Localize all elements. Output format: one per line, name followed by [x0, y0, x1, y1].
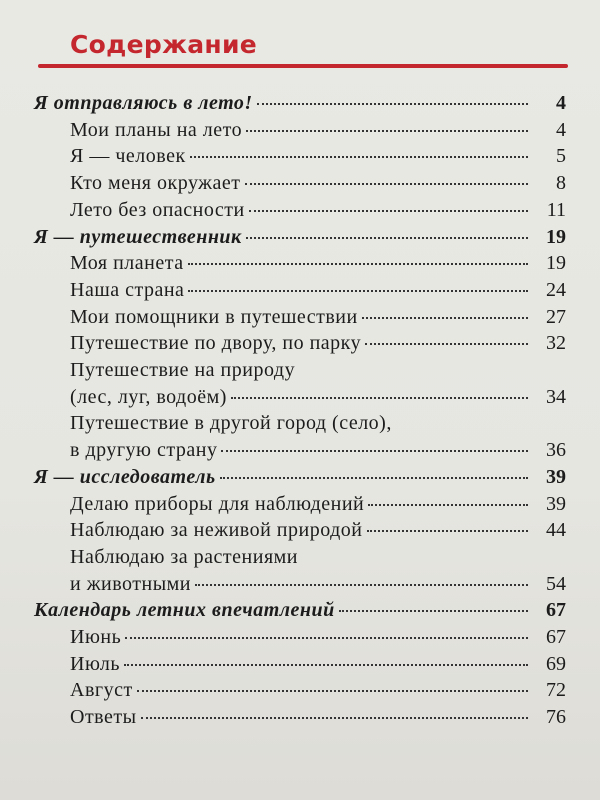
dot-leader — [365, 343, 528, 345]
dot-leader — [137, 690, 528, 692]
toc-page-number: 5 — [556, 145, 566, 168]
toc-entry-line — [70, 493, 532, 516]
toc-entry-line — [70, 412, 392, 435]
dot-leader — [362, 317, 528, 319]
toc-entry-title: в другую страну — [70, 439, 218, 462]
dot-leader — [257, 103, 528, 105]
toc-page-number: 76 — [546, 706, 566, 729]
toc-entry-title: Календарь летних впечатлений — [34, 599, 335, 622]
toc-page-number: 4 — [556, 118, 566, 141]
toc-entry-title: Путешествие в другой город (село), — [70, 412, 392, 435]
toc-entry — [0, 519, 600, 545]
dot-leader — [339, 610, 528, 612]
toc-entry-line — [70, 386, 532, 409]
dot-leader — [125, 637, 528, 639]
toc-page-number: 4 — [556, 92, 566, 114]
page-title: Содержание — [70, 30, 258, 59]
toc-section — [0, 92, 600, 118]
toc-entry-line — [34, 226, 532, 249]
toc-page-number: 44 — [546, 519, 566, 542]
toc-section — [0, 599, 600, 625]
toc-page-number: 54 — [546, 572, 566, 595]
toc-entry-title: Путешествие по двору, по парку — [70, 332, 362, 355]
toc-entry-title: Кто меня окружает — [70, 172, 241, 195]
toc-entry — [0, 412, 600, 438]
toc-entry — [0, 493, 600, 519]
toc-entry-title: Июль — [70, 652, 120, 675]
toc-entry-line — [70, 653, 532, 676]
toc-page-number: 19 — [546, 225, 566, 248]
toc-entry-line — [70, 252, 532, 275]
toc-entry — [0, 439, 600, 465]
toc-entry — [0, 199, 600, 225]
dot-leader — [246, 237, 528, 239]
toc-entry-line — [34, 466, 532, 489]
dot-leader — [245, 183, 529, 185]
toc-entry-line — [70, 199, 532, 222]
toc-page-number: 11 — [546, 198, 566, 221]
toc-entry-line — [70, 359, 295, 382]
toc-page-number: 8 — [556, 172, 566, 195]
toc-entry-title: Моя планета — [70, 252, 184, 275]
toc-entry-title: (лес, луг, водоём) — [70, 385, 227, 408]
toc-entry-title: Лето без опасности — [70, 198, 245, 221]
toc-entry — [0, 306, 600, 332]
title-divider — [38, 64, 568, 68]
toc-entry — [0, 626, 600, 652]
toc-page-number: 32 — [546, 332, 566, 355]
toc-entry — [0, 252, 600, 278]
toc-entry — [0, 279, 600, 305]
toc-entry-title: Я отправляюсь в лето! — [34, 92, 253, 114]
toc-entry-title: Делаю приборы для наблюдений — [70, 492, 365, 515]
toc-entry-title: Наблюдаю за неживой природой — [70, 519, 363, 542]
dot-leader — [249, 210, 528, 212]
toc-entry-title: Я — человек — [70, 145, 186, 168]
toc-entry-title: Путешествие на природу — [70, 359, 296, 381]
toc-entry-line — [70, 172, 532, 195]
toc-entry — [0, 172, 600, 198]
toc-entry — [0, 679, 600, 705]
toc-section — [0, 226, 600, 252]
toc-entry-title: Август — [70, 679, 133, 702]
toc-entry-line — [70, 279, 532, 302]
toc-entry — [0, 546, 600, 572]
dot-leader — [141, 717, 528, 719]
toc-entry-line — [70, 439, 532, 462]
dot-leader — [188, 290, 528, 292]
toc-entry — [0, 145, 600, 171]
toc-entry-title: Июнь — [70, 626, 122, 648]
toc-page-number: 27 — [546, 305, 566, 328]
toc-entry-line — [70, 332, 532, 355]
toc-section — [0, 466, 600, 492]
toc-page-number: 34 — [546, 385, 566, 408]
toc-page-number: 36 — [546, 439, 566, 462]
toc-entry-line — [70, 306, 532, 329]
toc-entry-line — [70, 679, 532, 702]
toc-entry-line — [70, 145, 532, 168]
toc-page-number: 24 — [546, 278, 566, 301]
toc-entry-title: Наша страна — [70, 278, 185, 301]
toc-entry-line — [70, 573, 532, 596]
toc-entry — [0, 386, 600, 412]
toc-entry — [0, 573, 600, 599]
dot-leader — [124, 664, 528, 666]
toc-entry-line — [34, 599, 532, 622]
dot-leader — [188, 263, 528, 265]
toc-entry-title: и животными — [70, 572, 192, 595]
toc-entry-title: Ответы — [70, 706, 137, 729]
dot-leader — [246, 130, 528, 132]
toc-entry-line — [70, 119, 532, 142]
toc-entry-line — [70, 626, 532, 649]
toc-entry-line — [70, 519, 532, 542]
toc-page-number: 39 — [546, 492, 566, 515]
toc-entry — [0, 653, 600, 679]
toc-entry — [0, 332, 600, 358]
dot-leader — [368, 504, 528, 506]
toc-entry — [0, 706, 600, 732]
toc-entry-line — [34, 92, 532, 115]
toc-page-number: 69 — [546, 652, 566, 675]
dot-leader — [220, 477, 528, 479]
toc-entry — [0, 119, 600, 145]
toc-entry-title: Мои планы на лето — [70, 118, 243, 141]
dot-leader — [221, 450, 528, 452]
toc-entry-title: Наблюдаю за растениями — [70, 545, 299, 568]
toc-page-number: 19 — [546, 252, 566, 275]
toc-page-number: 67 — [546, 599, 566, 622]
dot-leader — [367, 530, 529, 532]
dot-leader — [195, 584, 528, 586]
toc-entry-title: Я — исследователь — [34, 465, 216, 488]
toc-page-number: 72 — [546, 679, 566, 702]
toc-entry-line — [70, 706, 532, 729]
toc-entry-title: Мои помощники в путешествии — [70, 305, 358, 328]
toc-page-number: 67 — [546, 626, 566, 648]
dot-leader — [190, 156, 528, 158]
toc-page-number: 39 — [546, 465, 566, 488]
toc-entry — [0, 359, 600, 385]
toc-entry-title: Я — путешественник — [34, 225, 242, 248]
toc-entry-line — [70, 546, 298, 569]
dot-leader — [231, 397, 528, 399]
